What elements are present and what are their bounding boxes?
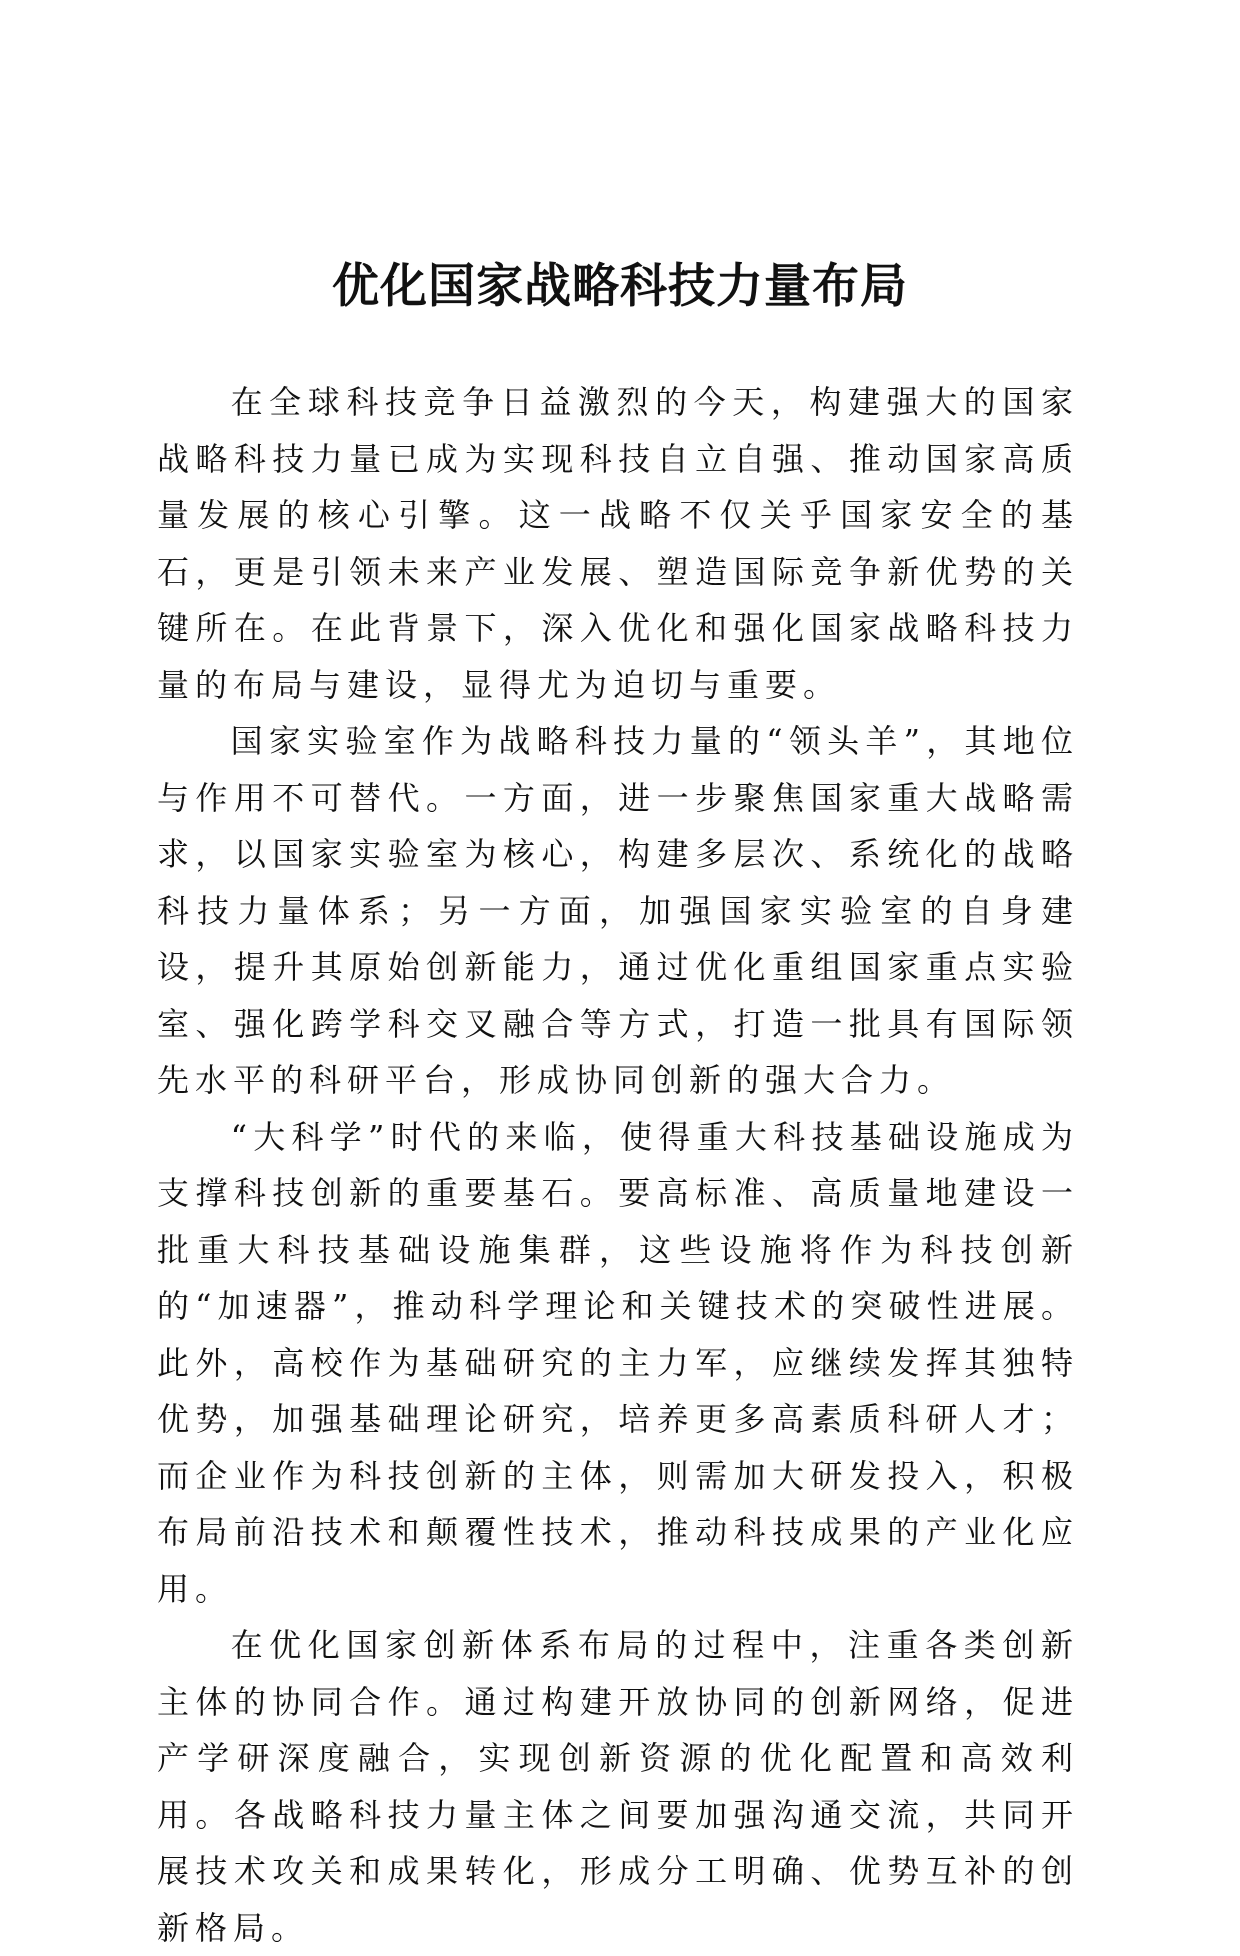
document-title: 优化国家战略科技力量布局 <box>332 259 908 314</box>
paragraph: 在全球科技竞争日益激烈的今天，构建强大的国家战略科技力量已成为实现科技自立自强、推动国家高质量发展的核心引擎。这一战略不仅关乎国家安全的基石，更是引领未来产业发展、塑造国际竞争新优势的关键所在。在此背景下，深入优化和强化国家战略科技力量的布局与建设，显得尤为迫切与重要。 <box>157 383 1079 704</box>
document-body <box>157 374 1079 1956</box>
paragraph: “大科学”时代的来临，使得重大科技基础设施成为支撑科技创新的重要基石。要高标准、高质量地建设一批重大科技基础设施集群，这些设施将作为科技创新的“加速器”，推动科学理论和关键技术的突破性进展。此外，高校作为基础研究的主力军，应继续发挥其独特优势，加强基础理论研究，培养更多高素质科研人才；而企业作为科技创新的主体，则需加大研发投入，积极布局前沿技术和颠覆性技术，推动科技成果的产业化应用。 <box>157 1117 1079 1608</box>
paragraph: 国家实验室作为战略科技力量的“领头羊”，其地位与作用不可替代。一方面，进一步聚焦国家重大战略需求，以国家实验室为核心，构建多层次、系统化的战略科技力量体系；另一方面，加强国家实验室的自身建设，提升其原始创新能力，通过优化重组国家重点实验室、强化跨学科交叉融合等方式，打造一批具有国际领先水平的科研平台，形成协同创新的强大合力。 <box>157 722 1079 1099</box>
paragraph: 在优化国家创新体系布局的过程中，注重各类创新主体的协同合作。通过构建开放协同的创新网络，促进产学研深度融合，实现创新资源的优化配置和高效利用。各战略科技力量主体之间要加强沟通交流，共同开展技术攻关和成果转化，形成分工明确、优势互补的创新格局。 <box>157 1626 1079 1947</box>
